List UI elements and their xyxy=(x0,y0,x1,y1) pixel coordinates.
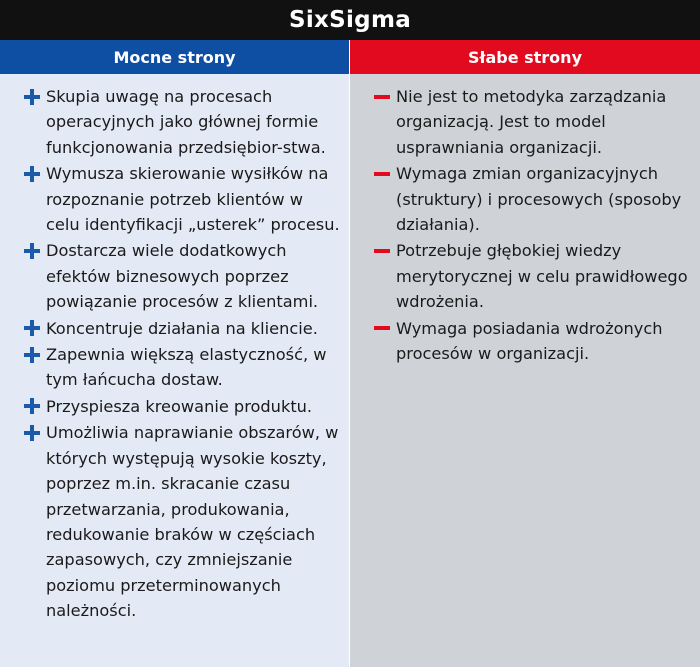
plus-icon xyxy=(22,316,42,341)
minus-icon xyxy=(372,84,392,109)
minus-icon xyxy=(372,316,392,341)
minus-icon xyxy=(372,238,392,263)
strength-text: Wymusza skierowanie wysiłków na rozpoznanie potrzeb klientów w celu identyfikacji „usterek” procesu. xyxy=(46,164,340,235)
column-headers xyxy=(0,40,700,74)
plus-icon xyxy=(22,394,42,419)
weakness-item xyxy=(372,316,692,367)
strength-text: Umożliwia naprawianie obszarów, w których występują wysokie koszty, poprzez m.in. skracanie czasu przetwarzania, produkowania, redukowanie braków w częściach zapasowych, czy zmniejszanie poziomu przeterminowanych należności. xyxy=(46,423,339,621)
weaknesses-list xyxy=(372,84,692,366)
minus-icon xyxy=(372,161,392,186)
strengths-list xyxy=(22,84,341,624)
strength-item xyxy=(22,342,341,393)
strength-text: Koncentruje działania na kliencie. xyxy=(46,318,318,338)
weakness-text: Wymaga zmian organizacyjnych (struktury) i procesowych (sposoby działania). xyxy=(396,164,682,235)
strength-item xyxy=(22,316,341,341)
weakness-item xyxy=(372,84,692,160)
strengths-column xyxy=(0,74,350,667)
plus-icon xyxy=(22,342,42,367)
weakness-text: Wymaga posiadania wdrożonych procesów w organizacji. xyxy=(396,318,663,364)
strength-text: Skupia uwagę na procesach operacyjnych jako głównej formie funkcjonowania przedsiębior-stwa. xyxy=(46,87,326,157)
strength-item xyxy=(22,394,341,419)
weakness-item xyxy=(372,238,692,314)
table-title: SixSigma xyxy=(0,0,700,40)
weaknesses-column xyxy=(350,74,700,667)
strength-item xyxy=(22,420,341,623)
strength-item xyxy=(22,161,341,237)
weakness-text: Nie jest to metodyka zarządzania organizacją. Jest to model usprawniania organizacji. xyxy=(396,87,667,157)
strength-item xyxy=(22,84,341,160)
plus-icon xyxy=(22,238,42,263)
plus-icon xyxy=(22,161,42,186)
plus-icon xyxy=(22,420,42,445)
weakness-item xyxy=(372,161,692,237)
strength-text: Dostarcza wiele dodatkowych efektów biznesowych poprzez powiązanie procesów z klientami. xyxy=(46,241,319,312)
plus-icon xyxy=(22,84,42,109)
strength-text: Zapewnia większą elastyczność, w tym łańcucha dostaw. xyxy=(46,345,327,390)
strength-item xyxy=(22,238,341,314)
strength-text: Przyspiesza kreowanie produktu. xyxy=(46,396,313,416)
weaknesses-header: Słabe strony xyxy=(350,40,700,74)
weakness-text: Potrzebuje głębokiej wiedzy merytorycznej w celu prawidłowego wdrożenia. xyxy=(396,241,688,312)
strengths-header: Mocne strony xyxy=(0,40,350,74)
